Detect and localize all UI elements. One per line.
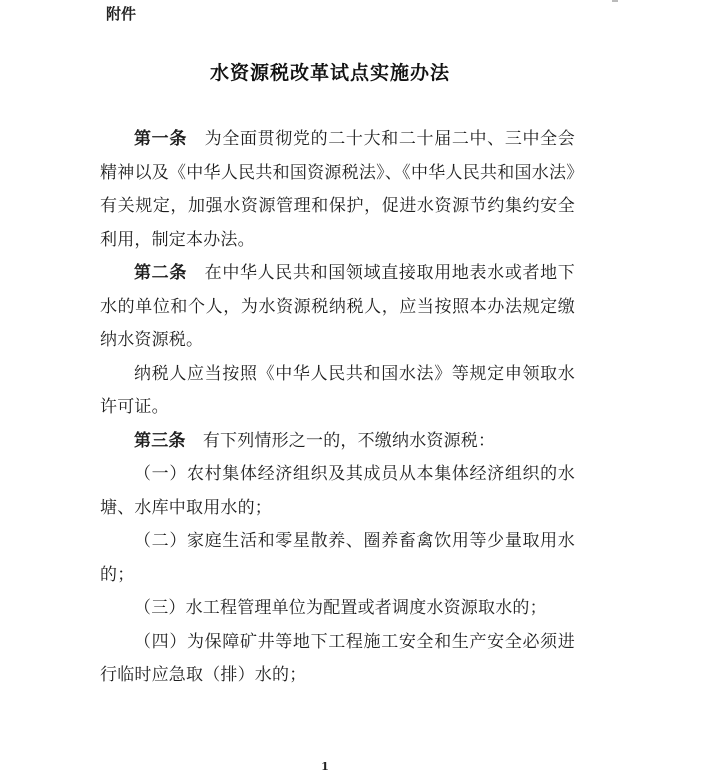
paragraph-text: （四）为保障矿井等地下工程施工安全和生产安全必须进行临时应急取（排）水的； [100,631,575,685]
exemption-item-1 [100,458,575,525]
exemption-item-4 [100,626,575,693]
paragraph-article-2 [100,257,575,358]
paragraph-article-3 [100,425,575,459]
corner-mark [612,0,618,2]
article-number: 第二条 [134,263,187,283]
attachment-label: 附件 [106,5,137,23]
paragraph-text: 为全面贯彻党的二十大和二十届二中、三中全会精神以及《中华人民共和国资源税法》、《中华人民共和国水法》有关规定，加强水资源管理和保护，促进水资源节约集约安全利用，制定本办法。 [100,129,576,250]
paragraph-permit [100,358,575,425]
document-title: 水资源税改革试点实施办法 [209,62,450,84]
paragraph-text: 纳税人应当按照《中华人民共和国水法》等规定申领取水许可证。 [100,363,575,417]
paragraph-text: （一）农村集体经济组织及其成员从本集体经济组织的水塘、水库中取用水的； [100,464,575,518]
page-number: 1 [321,760,329,773]
paragraph-text: 有下列情形之一的，不缴纳水资源税： [202,430,496,451]
article-number: 第三条 [134,430,186,451]
exemption-item-2 [100,525,575,592]
paragraph-text: （三）水工程管理单位为配置或者调度水资源取水的； [134,598,547,618]
paragraph-text: 在中华人民共和国领域直接取用地表水或者地下水的单位和个人，为水资源税纳税人，应当按照本办法规定缴纳水资源税。 [100,263,576,350]
paragraph-text: （二）家庭生活和零星散养、圈养畜禽饮用等少量取用水的； [100,531,575,585]
article-number: 第一条 [134,129,187,149]
document-body [100,123,575,693]
exemption-item-3 [100,592,575,626]
paragraph-article-1 [100,123,575,257]
